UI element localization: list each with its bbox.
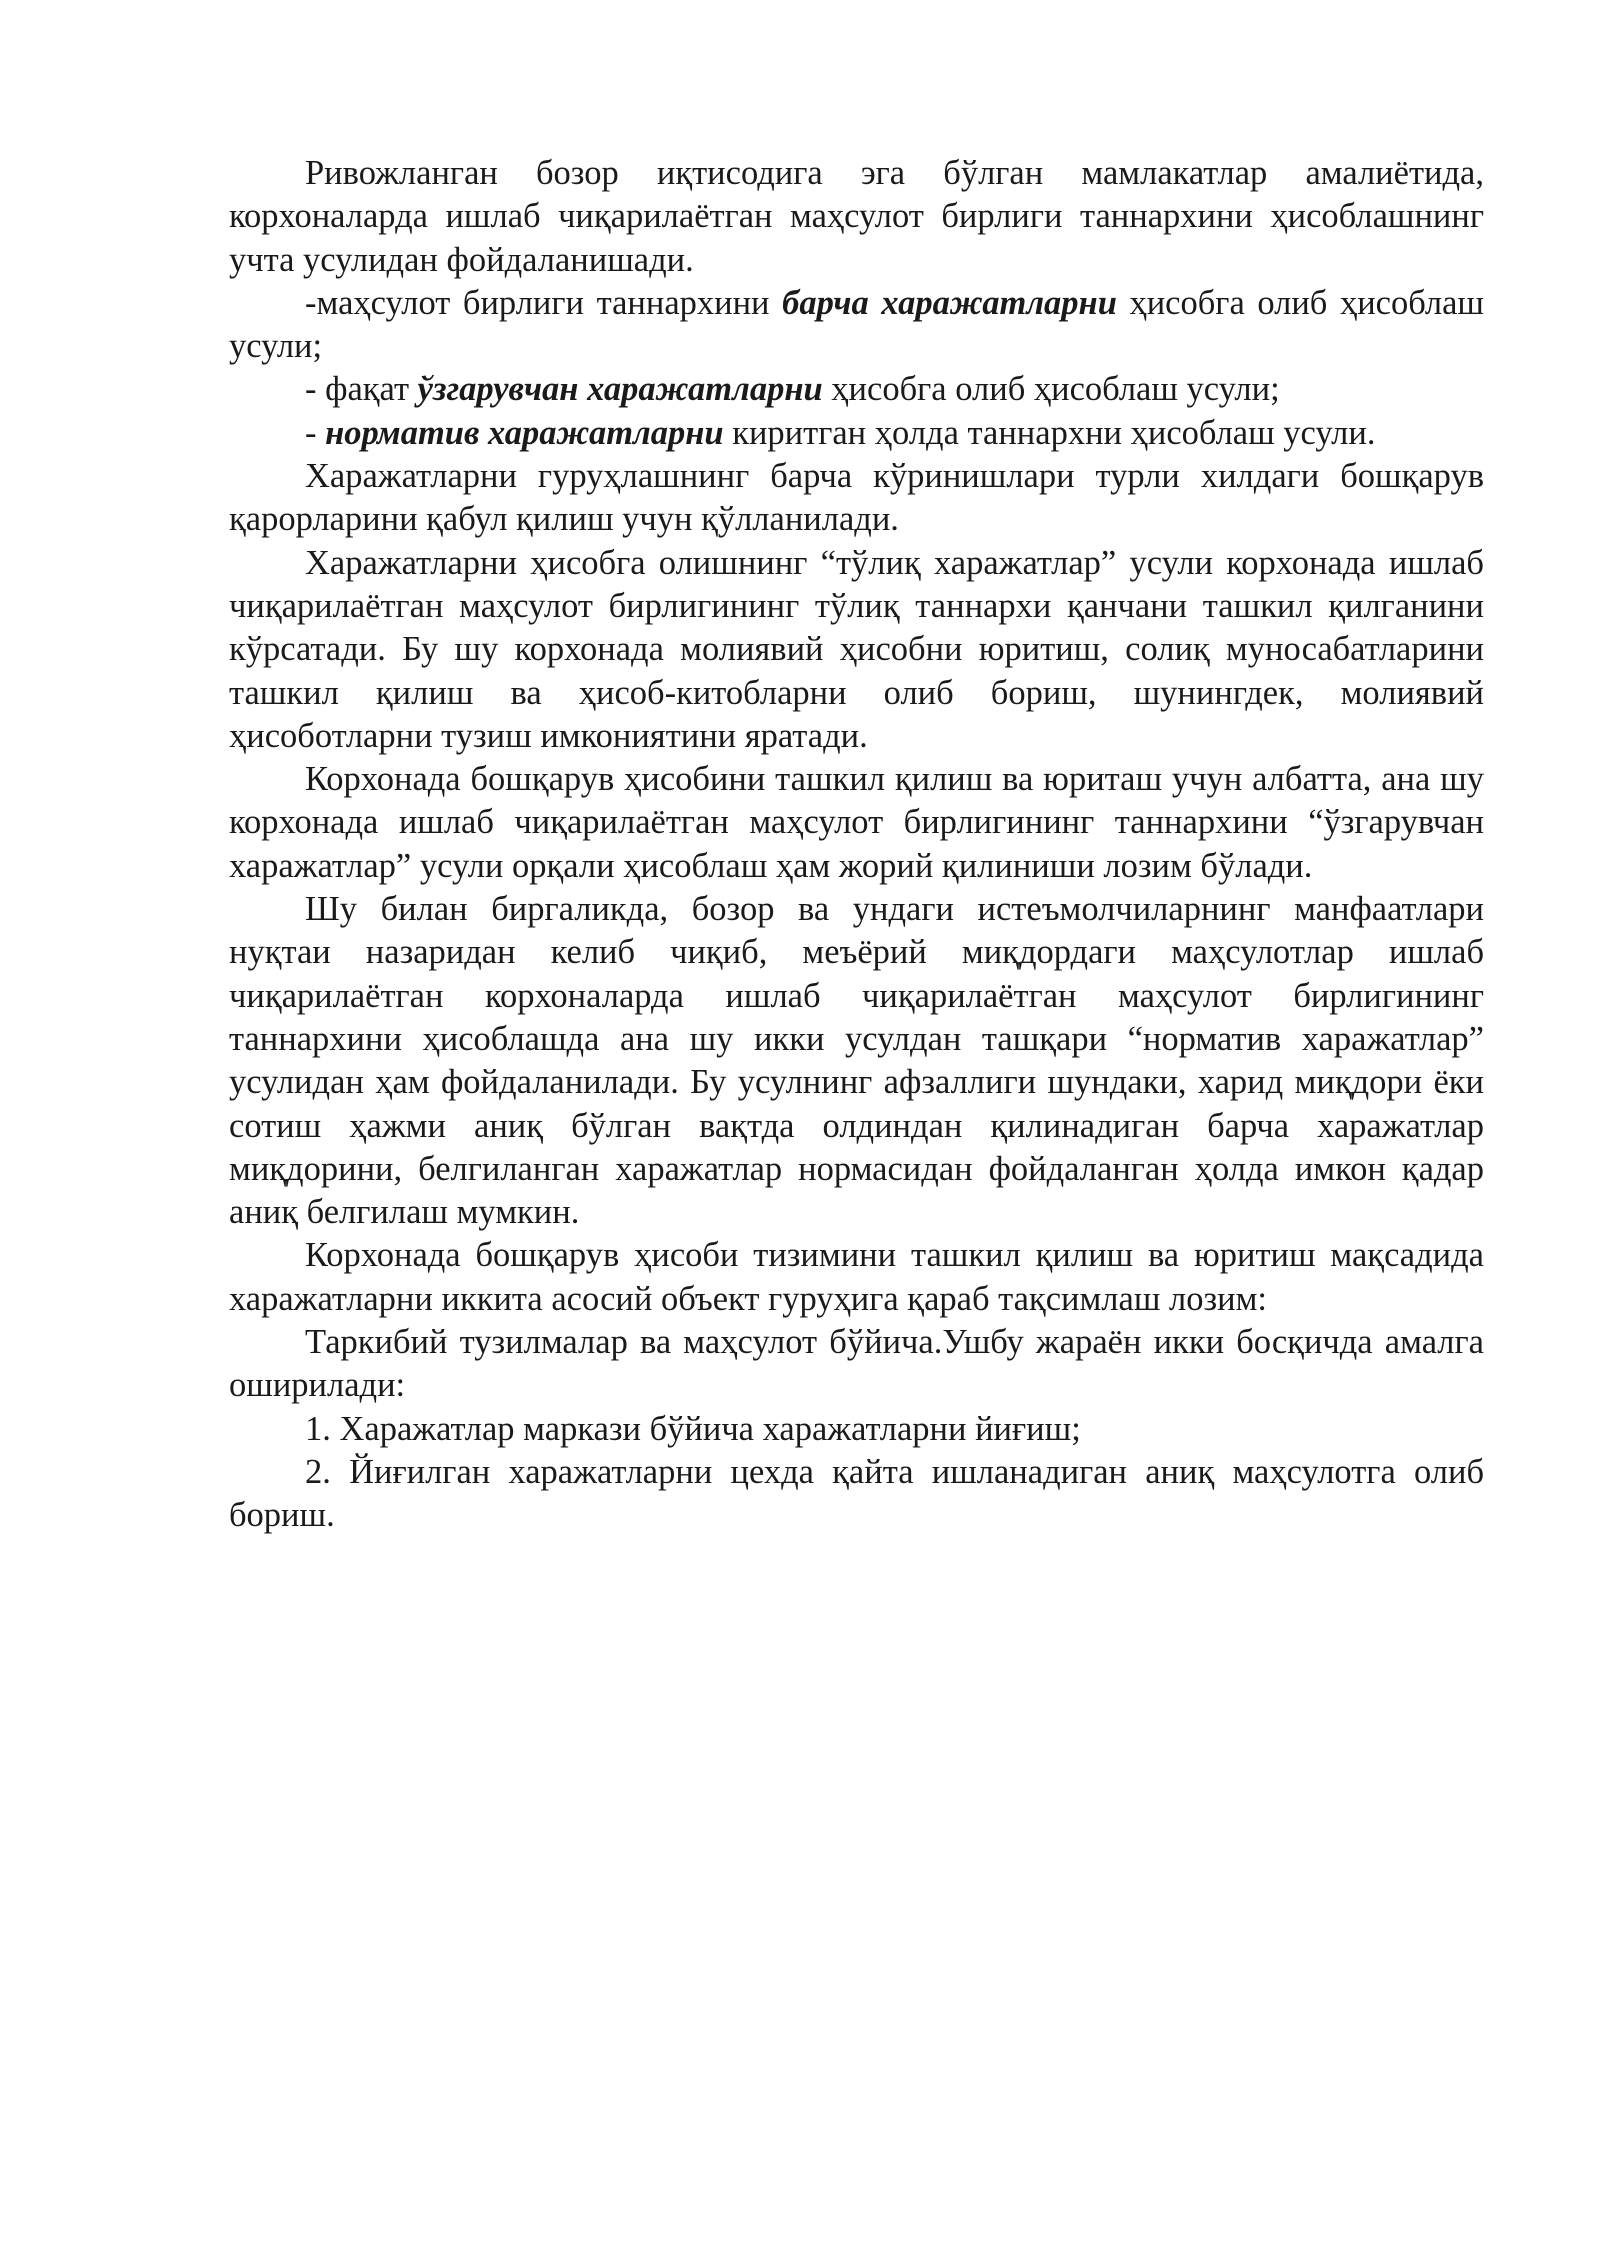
list-item-suffix: ҳисобга олиб ҳисоблаш усули;: [822, 370, 1280, 409]
list-item-all-costs: [229, 282, 1484, 369]
list-item-normative-costs: [229, 412, 1484, 455]
paragraph-two-stages: Таркибий тузилмалар ва маҳсулот бўйича.Ушбу жараён икки босқичда амалга оширилади:: [229, 1323, 1484, 1405]
list-item-prefix: - фақат: [305, 370, 418, 409]
paragraph-cost-objects: Корхонада бошқарув ҳисоби тизимини ташкил қилиш ва юритиш мақсадида харажатларни иккита асосий объект гуруҳига қараб тақсимлаш лозим:: [229, 1236, 1484, 1318]
paragraph-full-costs: Харажатларни ҳисобга олишнинг “тўлиқ харажатлар” усули корхонада ишлаб чиқарилаётган маҳсулот бирлигининг тўлиқ таннархи қанчани ташкил қилганини кўрсатади. Бу шу корхонада молиявий ҳисобни юритиш, солиқ муносабатларини ташкил қилиш ва ҳисоб-китобларни олиб бориш, шунингдек, молиявий ҳисоботларни тузиш имкониятини яратади.: [229, 543, 1484, 755]
list-item-suffix: киритган ҳолда таннархни ҳисоблаш усули.: [723, 413, 1376, 452]
emphasis-normative-costs: норматив харажатларни: [325, 413, 724, 452]
numbered-item-2: 2. Йиғилган харажатларни цехда қайта ишланадиган аниқ маҳсулотга олиб бориш.: [229, 1452, 1484, 1535]
paragraph-intro: Ривожланган бозор иқтисодига эга бўлган мамлакатлар амалиётида, корхоналарда ишлаб чиқарилаётган маҳсулот бирлиги таннархини ҳисоблашнинг учта усулидан фойдаланишади.: [229, 154, 1484, 279]
numbered-item-1: 1. Харажатлар маркази бўйича харажатларни йиғиш;: [305, 1409, 1081, 1448]
document-page: [229, 152, 1484, 1538]
emphasis-variable-costs: ўзгарувчан харажатларни: [417, 370, 823, 409]
paragraph-cost-grouping: Харажатларни гуруҳлашнинг барча кўринишлари турли хилдаги бошқарув қарорларини қабул қилиш учун қўлланилади.: [229, 457, 1484, 539]
list-item-variable-costs: [229, 368, 1484, 411]
list-item-suffix: ҳисобга олиб ҳисоблаш усули;: [229, 283, 1485, 366]
paragraph-management-accounting: Корхонада бошқарув ҳисобини ташкил қилиш ва юриташ учун албатта, ана шу корхонада ишлаб чиқарилаётган маҳсулот бирлигининг таннархини “ўзгарувчан харажатлар” усули орқали ҳисоблаш ҳам жорий қилиниши лозим бўлади.: [229, 760, 1484, 885]
emphasis-all-costs: барча харажатларни: [782, 283, 1117, 322]
list-item-prefix: -маҳсулот бирлиги таннархини: [305, 283, 783, 322]
paragraph-normative-method: Шу билан биргаликда, бозор ва ундаги истеъмолчиларнинг манфаатлари нуқтаи назаридан келиб чиқиб, меъёрий миқдордаги маҳсулотлар ишлаб чиқарилаётган корхоналарда ишлаб чиқарилаётган маҳсулот бирлигининг таннархини ҳисоблашда ана шу икки усулдан ташқари “норматив харажатлар” усулидан ҳам фойдаланилади. Бу усулнинг афзаллиги шундаки, харид миқдори ёки сотиш ҳажми аниқ бўлган вақтда олдиндан қилинадиган барча харажатлар миқдорини, белгиланган харажатлар нормасидан фойдаланган ҳолда имкон қадар аниқ белгилаш мумкин.: [229, 890, 1484, 1232]
list-item-prefix: -: [305, 413, 326, 452]
